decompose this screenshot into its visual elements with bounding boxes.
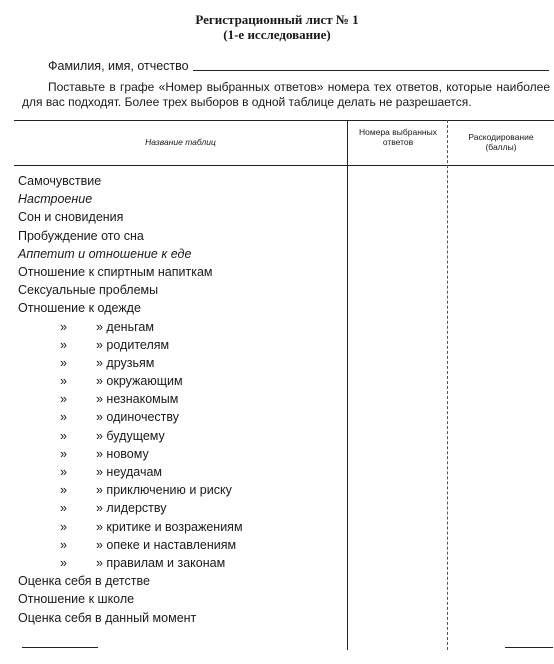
- table-row: [18, 281, 348, 299]
- page-title: [0, 12, 554, 42]
- ditto-mark: »: [60, 410, 67, 425]
- ditto-mark: »: [60, 428, 67, 443]
- ditto-mark: »: [60, 319, 67, 334]
- table-row: [18, 172, 348, 190]
- table-row: [18, 536, 348, 554]
- row-label: » неудачам: [96, 465, 163, 479]
- row-label: » родителям: [96, 337, 170, 352]
- name-input-line[interactable]: [193, 70, 549, 71]
- row-label: Сон и сновидения: [18, 210, 124, 225]
- table-row: [18, 354, 348, 372]
- table-row: [18, 554, 348, 572]
- row-label: » будущему: [96, 428, 165, 443]
- table-row: [18, 408, 348, 426]
- row-label: Оценка себя в детстве: [18, 574, 150, 589]
- table-row: [18, 590, 348, 608]
- table-row: [18, 572, 348, 590]
- row-label: » новому: [96, 446, 149, 461]
- table-row: [18, 190, 348, 208]
- ditto-mark: »: [60, 355, 67, 370]
- row-label: » правилам и законам: [96, 555, 226, 570]
- ditto-mark: »: [60, 392, 67, 407]
- row-label: Аппетит и отношение к еде: [18, 246, 192, 261]
- table-row: [18, 299, 348, 317]
- row-label: » друзьям: [96, 355, 155, 370]
- ditto-mark: »: [60, 501, 67, 516]
- row-label: Самочувствие: [18, 174, 102, 188]
- table-row: [18, 263, 348, 281]
- form-title: Регистрационный лист № 1: [195, 12, 359, 27]
- table-rows: [18, 172, 348, 627]
- row-label: » незнакомым: [96, 392, 179, 407]
- ditto-mark: »: [60, 446, 67, 461]
- table-row: [18, 208, 348, 226]
- row-label: Пробуждение ото сна: [18, 228, 144, 243]
- row-label: » лидерству: [96, 501, 167, 516]
- row-label: Отношение к школе: [18, 592, 135, 607]
- column-divider-2: [447, 120, 448, 650]
- row-label: Оценка себя в данный момент: [18, 610, 197, 625]
- ditto-mark: »: [60, 483, 67, 498]
- column-header-decoding: Раскодирование (баллы): [468, 132, 534, 152]
- bottom-line-right: [505, 647, 553, 648]
- name-field-row: [48, 58, 548, 74]
- table-row: [18, 245, 348, 263]
- column-header-name: Название таблиц: [145, 137, 216, 147]
- table-row: [18, 463, 348, 481]
- row-label: » критике и возражениям: [96, 519, 243, 534]
- table-row: [18, 499, 348, 517]
- ditto-mark: »: [60, 465, 67, 479]
- column-header-numbers: Номера выбранных ответов: [359, 127, 437, 147]
- table-header-divider: [14, 165, 554, 166]
- ditto-mark: »: [60, 555, 67, 570]
- table-row: [18, 427, 348, 445]
- table-row: [18, 227, 348, 245]
- ditto-mark: »: [60, 374, 67, 389]
- ditto-mark: »: [60, 337, 67, 352]
- table-row: [18, 609, 348, 627]
- row-label: » одиночеству: [96, 410, 180, 425]
- table-row: [18, 318, 348, 336]
- table-row: [18, 445, 348, 463]
- table-row: [18, 481, 348, 499]
- row-label: Сексуальные проблемы: [18, 283, 159, 298]
- form-subtitle: (1-е исследование): [223, 27, 331, 42]
- table-top-border: [14, 120, 554, 121]
- instruction-text: Поставьте в графе «Номер выбранных ответов» номера тех ответов, которые наиболее для вас подходят. Более трех выборов в одной таблице делать не разрешается.: [22, 80, 550, 109]
- row-label: » деньгам: [96, 319, 154, 334]
- ditto-mark: »: [60, 519, 67, 534]
- bottom-line-left: [22, 647, 98, 648]
- row-label: Отношение к одежде: [18, 301, 141, 316]
- row-label: Настроение: [18, 192, 93, 207]
- name-field-label: Фамилия, имя, отчество: [48, 59, 189, 73]
- row-label: » опеке и наставлениям: [96, 537, 237, 552]
- table-row: [18, 390, 348, 408]
- row-label: Отношение к спиртным напиткам: [18, 264, 213, 279]
- table-row: [18, 372, 348, 390]
- table-row: [18, 336, 348, 354]
- table-row: [18, 518, 348, 536]
- row-label: » окружающим: [96, 374, 183, 389]
- row-label: » приключению и риску: [96, 483, 232, 498]
- ditto-mark: »: [60, 537, 67, 552]
